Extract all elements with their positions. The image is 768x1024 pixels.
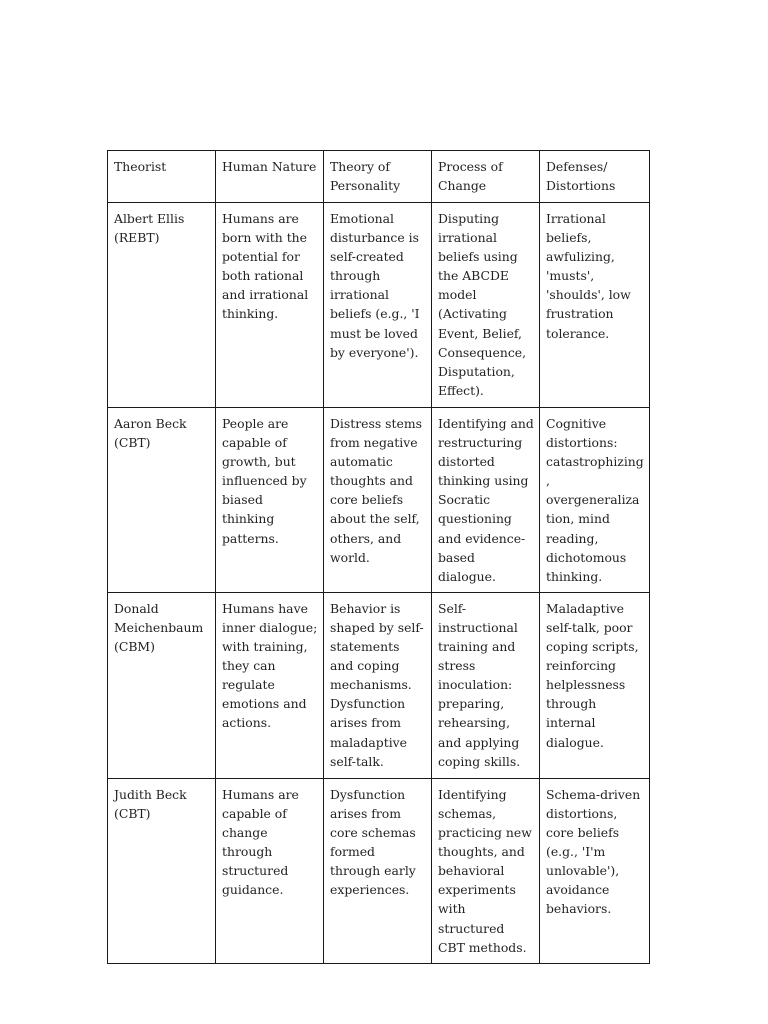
cell-human-nature: Humans are born with the potential for both rational and irrational thinking. bbox=[216, 203, 324, 408]
cell-theory-of-personality: Dysfunction arises from core schemas formed through early experiences. bbox=[324, 778, 432, 963]
table-row bbox=[108, 778, 650, 963]
table-header-row bbox=[108, 151, 650, 203]
header-theory-of-personality: Theory of Personality bbox=[324, 151, 432, 203]
cell-process-of-change: Disputing irrational beliefs using the ABCDE model (Activating Event, Belief, Consequence, Disputation, Effect). bbox=[432, 203, 540, 408]
table-row bbox=[108, 408, 650, 593]
header-process-of-change: Process of Change bbox=[432, 151, 540, 203]
cell-theorist: Aaron Beck (CBT) bbox=[108, 408, 216, 593]
cell-process-of-change: Identifying schemas, practicing new thoughts, and behavioral experiments with structured CBT methods. bbox=[432, 778, 540, 963]
table-row bbox=[108, 592, 650, 778]
header-human-nature: Human Nature bbox=[216, 151, 324, 203]
cell-process-of-change: Identifying and restructuring distorted thinking using Socratic questioning and evidence-based dialogue. bbox=[432, 408, 540, 593]
cell-human-nature: Humans are capable of change through structured guidance. bbox=[216, 778, 324, 963]
header-defenses-distortions: Defenses/ Distortions bbox=[540, 151, 650, 203]
cell-defenses-distortions: Cognitive distortions: catastrophizing, overgeneralization, mind reading, dichotomous thinking. bbox=[540, 408, 650, 593]
cell-theory-of-personality: Emotional disturbance is self-created through irrational beliefs (e.g., 'I must be loved by everyone'). bbox=[324, 203, 432, 408]
header-theorist: Theorist bbox=[108, 151, 216, 203]
cell-theorist: Albert Ellis (REBT) bbox=[108, 203, 216, 408]
cell-theorist: Judith Beck (CBT) bbox=[108, 778, 216, 963]
cell-process-of-change: Self-instructional training and stress inoculation: preparing, rehearsing, and applying coping skills. bbox=[432, 592, 540, 778]
cell-theorist: Donald Meichenbaum (CBM) bbox=[108, 592, 216, 778]
table-row bbox=[108, 203, 650, 408]
cell-defenses-distortions: Maladaptive self-talk, poor coping scripts, reinforcing helplessness through internal dialogue. bbox=[540, 592, 650, 778]
cell-theory-of-personality: Behavior is shaped by self-statements and coping mechanisms. Dysfunction arises from maladaptive self-talk. bbox=[324, 592, 432, 778]
cell-human-nature: Humans have inner dialogue; with training, they can regulate emotions and actions. bbox=[216, 592, 324, 778]
cell-theory-of-personality: Distress stems from negative automatic thoughts and core beliefs about the self, others, and world. bbox=[324, 408, 432, 593]
cell-defenses-distortions: Irrational beliefs, awfulizing, 'musts', 'shoulds', low frustration tolerance. bbox=[540, 203, 650, 408]
theorist-comparison-table bbox=[107, 150, 650, 964]
cell-defenses-distortions: Schema-driven distortions, core beliefs (e.g., 'I'm unlovable'), avoidance behaviors. bbox=[540, 778, 650, 963]
cell-human-nature: People are capable of growth, but influenced by biased thinking patterns. bbox=[216, 408, 324, 593]
